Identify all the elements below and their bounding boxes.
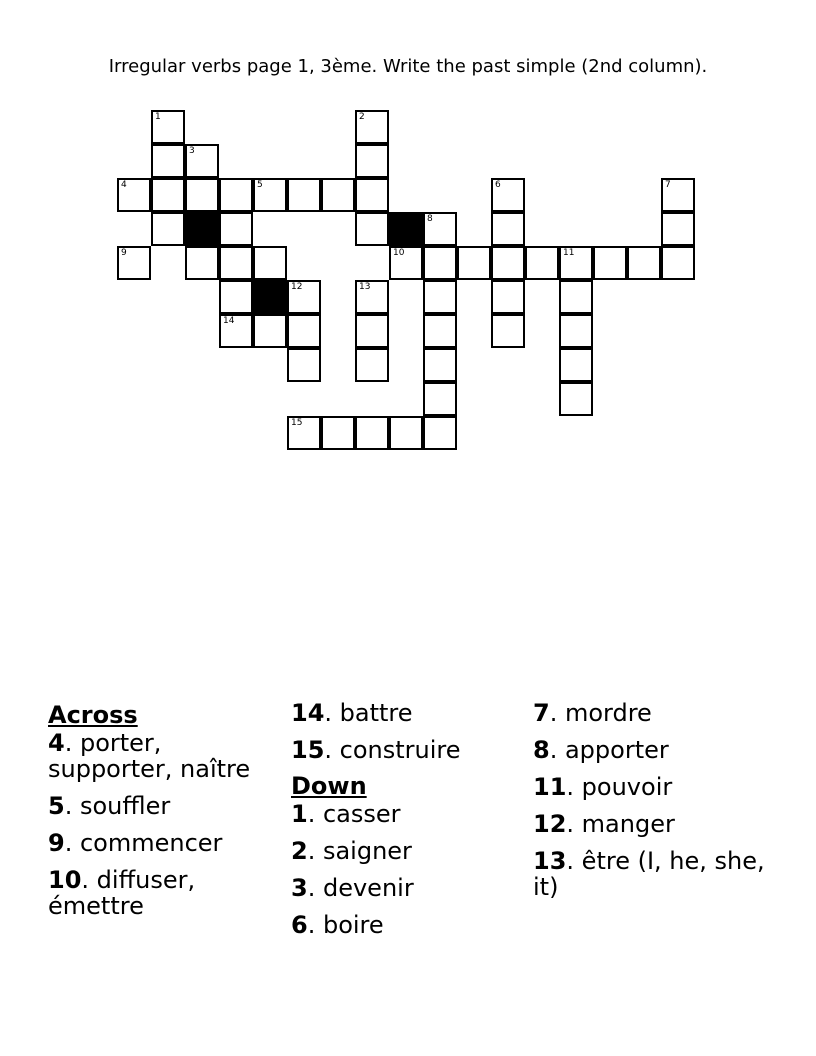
grid-cell[interactable] [117,178,151,212]
grid-cell[interactable] [185,144,219,178]
grid-cell[interactable] [491,178,525,212]
grid-cell[interactable] [559,314,593,348]
clue-num: 6 [291,911,308,939]
across-clue-list [48,730,288,919]
down-heading: Down [291,772,367,800]
clue-text: commencer [79,829,223,857]
grid-cell[interactable] [355,178,389,212]
clue-number: 7 [665,180,671,190]
clue-number: 6 [495,180,501,190]
grid-cell[interactable] [423,314,457,348]
puzzle-title: Irregular verbs page 1, 3ème. Write the past simple (2nd column). [108,56,708,77]
clue-item: 6. boire [291,911,384,939]
clue-text: manger [581,810,675,838]
clue-number: 4 [121,180,127,190]
grid-cell[interactable] [457,246,491,280]
clue-num: 12 [533,810,567,838]
grid-cell[interactable] [151,178,185,212]
across-heading: Across [48,701,138,729]
grid-cell[interactable] [151,110,185,144]
black-cell [389,212,423,246]
clue-item: 12. manger [533,810,675,838]
grid-cell[interactable] [627,246,661,280]
grid-cell[interactable] [423,246,457,280]
clue-item: 10. diffuser, émettre [48,866,196,920]
clue-text: construire [339,736,461,764]
clue-num: 9 [48,829,65,857]
clue-num: 5 [48,792,65,820]
grid-cell[interactable] [185,178,219,212]
grid-cell[interactable] [559,280,593,314]
grid-cell[interactable] [253,178,287,212]
grid-cell[interactable] [525,246,559,280]
grid-cell[interactable] [117,246,151,280]
grid-cell[interactable] [321,178,355,212]
clue-text: boire [322,911,384,939]
clue-number: 1 [155,112,161,122]
clue-item: 1. casser [291,800,401,828]
clue-num: 7 [533,699,550,727]
down-clue-list-continued [533,700,773,900]
grid-cell[interactable] [355,144,389,178]
clue-item: 7. mordre [533,699,652,727]
clue-text: souffler [79,792,171,820]
clue-column-3 [533,700,773,911]
clue-number: 10 [393,248,405,258]
grid-cell[interactable] [219,212,253,246]
grid-cell[interactable] [355,314,389,348]
grid-cell[interactable] [559,382,593,416]
grid-cell[interactable] [423,416,457,450]
clue-number: 11 [563,248,575,258]
clue-item: 2. saigner [291,837,412,865]
grid-cell[interactable] [661,178,695,212]
clue-num: 11 [533,773,567,801]
clue-number: 5 [257,180,263,190]
grid-cell[interactable] [423,382,457,416]
clue-number: 9 [121,248,127,258]
clue-number: 3 [189,146,195,156]
black-cell [253,280,287,314]
clue-number: 8 [427,214,433,224]
clue-num: 2 [291,837,308,865]
grid-cell[interactable] [287,348,321,382]
clue-text: apporter [564,736,669,764]
clue-column-1 [48,700,288,930]
grid-cell[interactable] [287,280,321,314]
grid-cell[interactable] [151,212,185,246]
clue-number: 2 [359,112,365,122]
grid-cell[interactable] [355,416,389,450]
clue-item: 14. battre [291,699,413,727]
clue-item: 4. porter, supporter, naître [48,729,251,783]
clue-item: 9. commencer [48,829,223,857]
grid-cell[interactable] [389,246,423,280]
grid-cell[interactable] [355,110,389,144]
clue-num: 3 [291,874,308,902]
black-cell [185,212,219,246]
clue-num: 15 [291,736,325,764]
clue-text: mordre [564,699,652,727]
clue-num: 8 [533,736,550,764]
clue-text: saigner [322,837,412,865]
across-clue-list-continued [291,700,531,763]
clue-text: diffuser, émettre [48,866,196,920]
clue-num: 4 [48,729,65,757]
grid-cell[interactable] [287,416,321,450]
grid-cell[interactable] [185,246,219,280]
grid-cell[interactable] [219,178,253,212]
clue-num: 10 [48,866,82,894]
grid-cell[interactable] [287,314,321,348]
grid-cell[interactable] [219,246,253,280]
grid-cell[interactable] [661,246,695,280]
grid-cell[interactable] [355,212,389,246]
grid-cell[interactable] [423,280,457,314]
grid-cell[interactable] [491,314,525,348]
clue-num: 14 [291,699,325,727]
clue-number: 15 [291,418,303,428]
down-clue-list [291,801,531,938]
clue-number: 13 [359,282,371,292]
grid-cell[interactable] [491,246,525,280]
grid-cell[interactable] [253,314,287,348]
clue-item: 3. devenir [291,874,414,902]
grid-cell[interactable] [491,212,525,246]
grid-cell[interactable] [253,246,287,280]
clue-text: devenir [322,874,414,902]
clue-column-2 [291,700,531,949]
grid-cell[interactable] [219,314,253,348]
grid-cell[interactable] [593,246,627,280]
grid-cell[interactable] [287,178,321,212]
clue-num: 1 [291,800,308,828]
grid-cell[interactable] [559,246,593,280]
grid-cell[interactable] [389,416,423,450]
crossword-grid [0,0,816,480]
grid-cell[interactable] [423,348,457,382]
grid-cell[interactable] [661,212,695,246]
clue-number: 12 [291,282,303,292]
clue-text: casser [322,800,401,828]
grid-cell[interactable] [321,416,355,450]
clue-item: 8. apporter [533,736,669,764]
grid-cell[interactable] [355,348,389,382]
grid-cell[interactable] [559,348,593,382]
grid-cell[interactable] [151,144,185,178]
clues-section [48,700,788,980]
clue-text: battre [339,699,413,727]
clue-text: être (I, he, she, it) [533,847,765,901]
clue-item: 11. pouvoir [533,773,673,801]
grid-cell[interactable] [219,280,253,314]
clue-num: 13 [533,847,567,875]
clue-text: porter, supporter, naître [48,729,251,783]
clue-item: 15. construire [291,736,461,764]
clue-number: 14 [223,316,235,326]
clue-item: 13. être (I, he, she, it) [533,847,765,901]
grid-cell[interactable] [355,280,389,314]
clue-text: pouvoir [581,773,673,801]
clue-item: 5. souffler [48,792,171,820]
grid-cell[interactable] [423,212,457,246]
grid-cell[interactable] [491,280,525,314]
